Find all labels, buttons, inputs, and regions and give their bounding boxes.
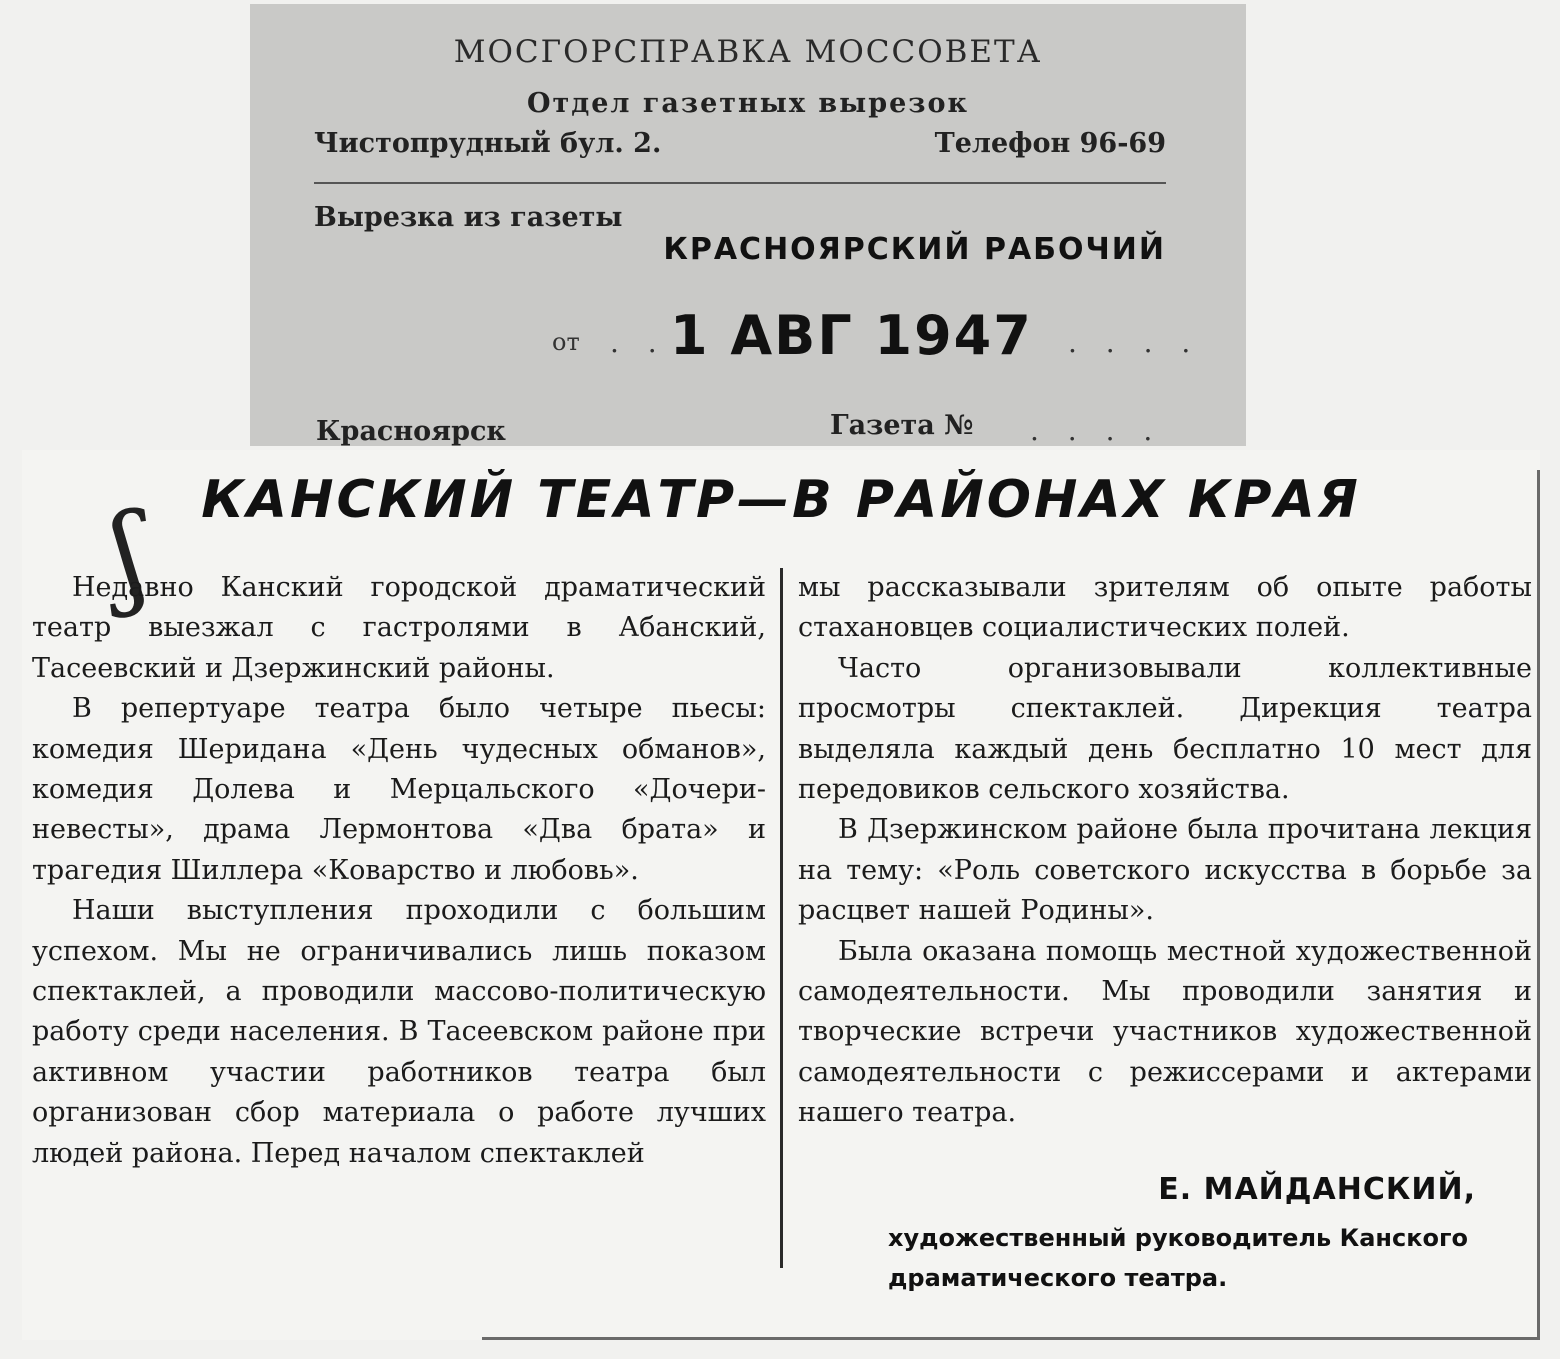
bureau-name: МОСГОРСПРАВКА МОССОВЕТА: [453, 34, 1043, 70]
newspaper-clipping: [22, 450, 1540, 1340]
paragraph: В Дзержинском районе была прочитана лекция на тему: «Роль советского искусства в борьбе за расцвет нашей Родины».: [798, 814, 1532, 927]
city-label: Красноярск: [316, 416, 506, 447]
paragraph: Часто организовывали коллективные просмотры спектаклей. Дирекция театра выделяла каждый день бесплатно 10 мест для передовиков сельского хозяйства.: [798, 652, 1532, 806]
stamp-divider: [314, 182, 1166, 184]
clipping-date: 1 АВГ 1947: [670, 304, 1033, 367]
article-column-left: [32, 568, 766, 1174]
paragraph: Была оказана помощь местной художественной самодеятельности. Мы проводили занятия и творческие встречи участников художественной самодеятельности с режиссерами и актерами нашего театра.: [798, 935, 1532, 1129]
department-name: Отдел газетных вырезок: [527, 88, 969, 119]
clipping-from-label: Вырезка из газеты: [314, 202, 623, 233]
paragraph: Наши выступления проходили с большим успехом. Мы не ограничивались лишь показом спектаклей, а проводили массово-политическую работу среди населения. В Тасеевском районе при активном участии работников театра был организован сбор материала о работе лучших людей района. Перед началом спектаклей: [32, 895, 766, 1169]
newspaper-name: КРАСНОЯРСКИЙ РАБОЧИЙ: [663, 232, 1166, 267]
clipping-edge-bottom: [482, 1337, 1540, 1340]
issue-label: Газета №: [830, 410, 974, 441]
paragraph: Недавно Канский городской драматический театр выезжал с гастролями в Абанский, Тасеевский и Дзержинский районы.: [32, 572, 766, 684]
clipping-bureau-stamp: [250, 4, 1246, 446]
author-name: Е. МАЙДАНСКИЙ,: [1158, 1172, 1476, 1207]
date-dots-right: . . . .: [1068, 326, 1201, 359]
author-role: художественный руководитель Канского драматического театра.: [888, 1224, 1468, 1292]
column-divider: [780, 568, 783, 1268]
handwritten-mark: ʃ: [105, 488, 153, 620]
date-prefix: от: [552, 328, 580, 356]
paragraph: мы рассказывали зрителям об опыте работы стахановцев социалистических полей.: [798, 572, 1532, 644]
article-column-right: [798, 568, 1532, 1134]
paragraph: В репертуаре театра было четыре пьесы: комедия Шеридана «День чудесных обманов», комедия Долева и Мерцальского «Дочери-невесты», драма Лермонтова «Два брата» и трагедия Шиллера «Коварство и любовь».: [32, 693, 766, 886]
article-headline: КАНСКИЙ ТЕАТР—В РАЙОНАХ КРАЯ: [201, 470, 1361, 530]
bureau-address: Чистопрудный бул. 2.: [314, 128, 662, 159]
clipping-edge-right: [1537, 470, 1540, 1340]
date-dots-left: . .: [610, 326, 667, 359]
issue-dots: . . . .: [1030, 414, 1163, 447]
bureau-phone: Телефон 96-69: [934, 128, 1166, 159]
